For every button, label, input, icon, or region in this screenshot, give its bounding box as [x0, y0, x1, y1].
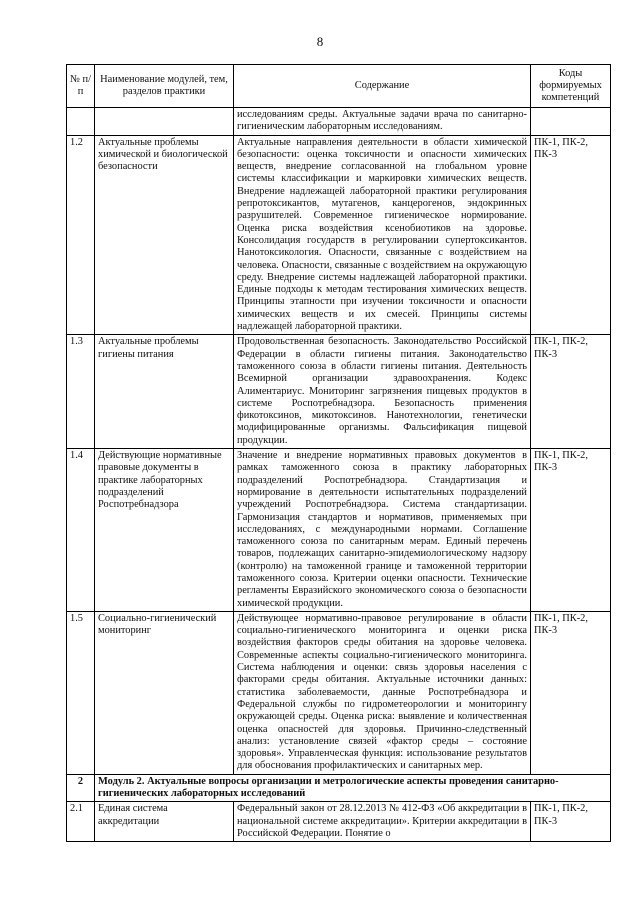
table-row [67, 335, 611, 449]
row-name: Единая система аккредитации [95, 802, 234, 842]
row-name: Актуальные проблемы химической и биологической безопасности [95, 135, 234, 335]
table-header-row [67, 65, 611, 108]
row-content: Продовольственная безопасность. Законодательство Российской Федерации в области гигиены питания. Законодательство таможенного союза в области гигиены питания. Деятельность Всемирной организации здравоохранения. Кодекс Алиментариус. Мониторинг загрязнения пищевых продуктов в системе Роспотребнадзора. Безопасность применения фикотоксинов, микотоксинов. Нанотехнологии, генетически модифицированные организмы. Фальсификация пищевой продукции. [234, 335, 531, 449]
header-content: Содержание [234, 65, 531, 108]
row-num: 1.4 [67, 449, 95, 612]
row-name: Актуальные проблемы гигиены питания [95, 335, 234, 449]
table-row [67, 108, 611, 136]
page-number: 8 [316, 34, 324, 49]
header-num: № п/п [67, 65, 95, 108]
row-codes: ПК-1, ПК-2, ПК-3 [531, 611, 611, 774]
module-num: 2 [67, 774, 95, 802]
row-content: Действующее нормативно-правовое регулирование в области социально-гигиенического мониторинга и оценки риска воздействия факторов среды обитания на здоровье человека. Современные аспекты социально-гигиенического мониторинга. Система наблюдения и оценки: связь здоровья населения с факторами среды обитания. Актуальные источники данных: статистика заболеваемости, данные Роспотребнадзора и Федеральной службы по гидрометеорологии и мониторингу окружающей среды. Оценка риска: выявление и количественная оценка опасностей для здоровья. Причинно-следственный анализ: установление связей «фактор среды – состояние здоровья». Управленческая функция: использование результатов для обоснования профилактических и санитарных мер. [234, 611, 531, 774]
row-codes: ПК-1, ПК-2, ПК-3 [531, 802, 611, 842]
row-num: 1.2 [67, 135, 95, 335]
practice-modules-table [66, 64, 611, 842]
row-num: 2.1 [67, 802, 95, 842]
module-title: Модуль 2. Актуальные вопросы организации и метрологические аспекты проведения санитарно-гигиенических лабораторных исследований [95, 774, 611, 802]
row-name: Действующие нормативные правовые документы в практике лабораторных подразделений Роспотребнадзора [95, 449, 234, 612]
row-name: Социально-гигиенический мониторинг [95, 611, 234, 774]
row-content: Федеральный закон от 28.12.2013 № 412-ФЗ «Об аккредитации в национальной системе аккредитации». Критерии аккредитации в Российской Федерации. Понятие о [234, 802, 531, 842]
row-codes: ПК-1, ПК-2, ПК-3 [531, 135, 611, 335]
row-content: Актуальные направления деятельности в области химической безопасности: оценка токсичности и опасности химических веществ, внедрение согласованной на глобальном уровне системы классификации и маркировки химических веществ. Внедрение надлежащей лабораторной практики регулирования репротоксикантов, мутагенов, канцерогенов, эндокринных разрушителей. Современное гигиеническое нормирование. Оценка риска воздействия ксенобиотиков на здоровье. Консолидация государств в регулировании супертоксикантов. Нанотоксикология. Опасности, связанные с воздействием на человека. Опасности, связанные с воздействием на окружающую среду. Внедрение системы надлежащей лабораторной практики. Единые подходы к методам тестирования химических веществ. Принципы этапности при изучении токсичности и опасности химических веществ и их смесей. Принципы системы надлежащей лабораторной практики. [234, 135, 531, 335]
table-row [67, 802, 611, 842]
row-codes [531, 108, 611, 136]
row-content: Значение и внедрение нормативных правовых документов в рамках таможенного союза в практику лабораторных подразделений Роспотребнадзора. Стандартизация и нормирование в деятельности испытательных подразделений учреждений Роспотребнадзора. Система стандартизации. Гармонизация стандартов и нормативов, применяемых при исследованиях, с международными нормами. Соглашение таможенного союза по санитарным мерам. Единый перечень товаров, подлежащих санитарно-эпидемиологическому надзору (контролю) на таможенной границе и таможенной территории таможенного союза. Критерии оценки опасности. Технические регламенты Евразийского экономического союза о безопасности химической продукции. [234, 449, 531, 612]
row-codes: ПК-1, ПК-2, ПК-3 [531, 335, 611, 449]
header-name: Наименование модулей, тем, разделов практики [95, 65, 234, 108]
table-row [67, 449, 611, 612]
table-row [67, 611, 611, 774]
row-num: 1.5 [67, 611, 95, 774]
table-row [67, 135, 611, 335]
module-row [67, 774, 611, 802]
row-content: исследованиям среды. Актуальные задачи врача по санитарно-гигиеническим лабораторным исследованиям. [234, 108, 531, 136]
row-name [95, 108, 234, 136]
row-num [67, 108, 95, 136]
row-codes: ПК-1, ПК-2, ПК-3 [531, 449, 611, 612]
header-codes: Коды формируемых компетенций [531, 65, 611, 108]
row-num: 1.3 [67, 335, 95, 449]
